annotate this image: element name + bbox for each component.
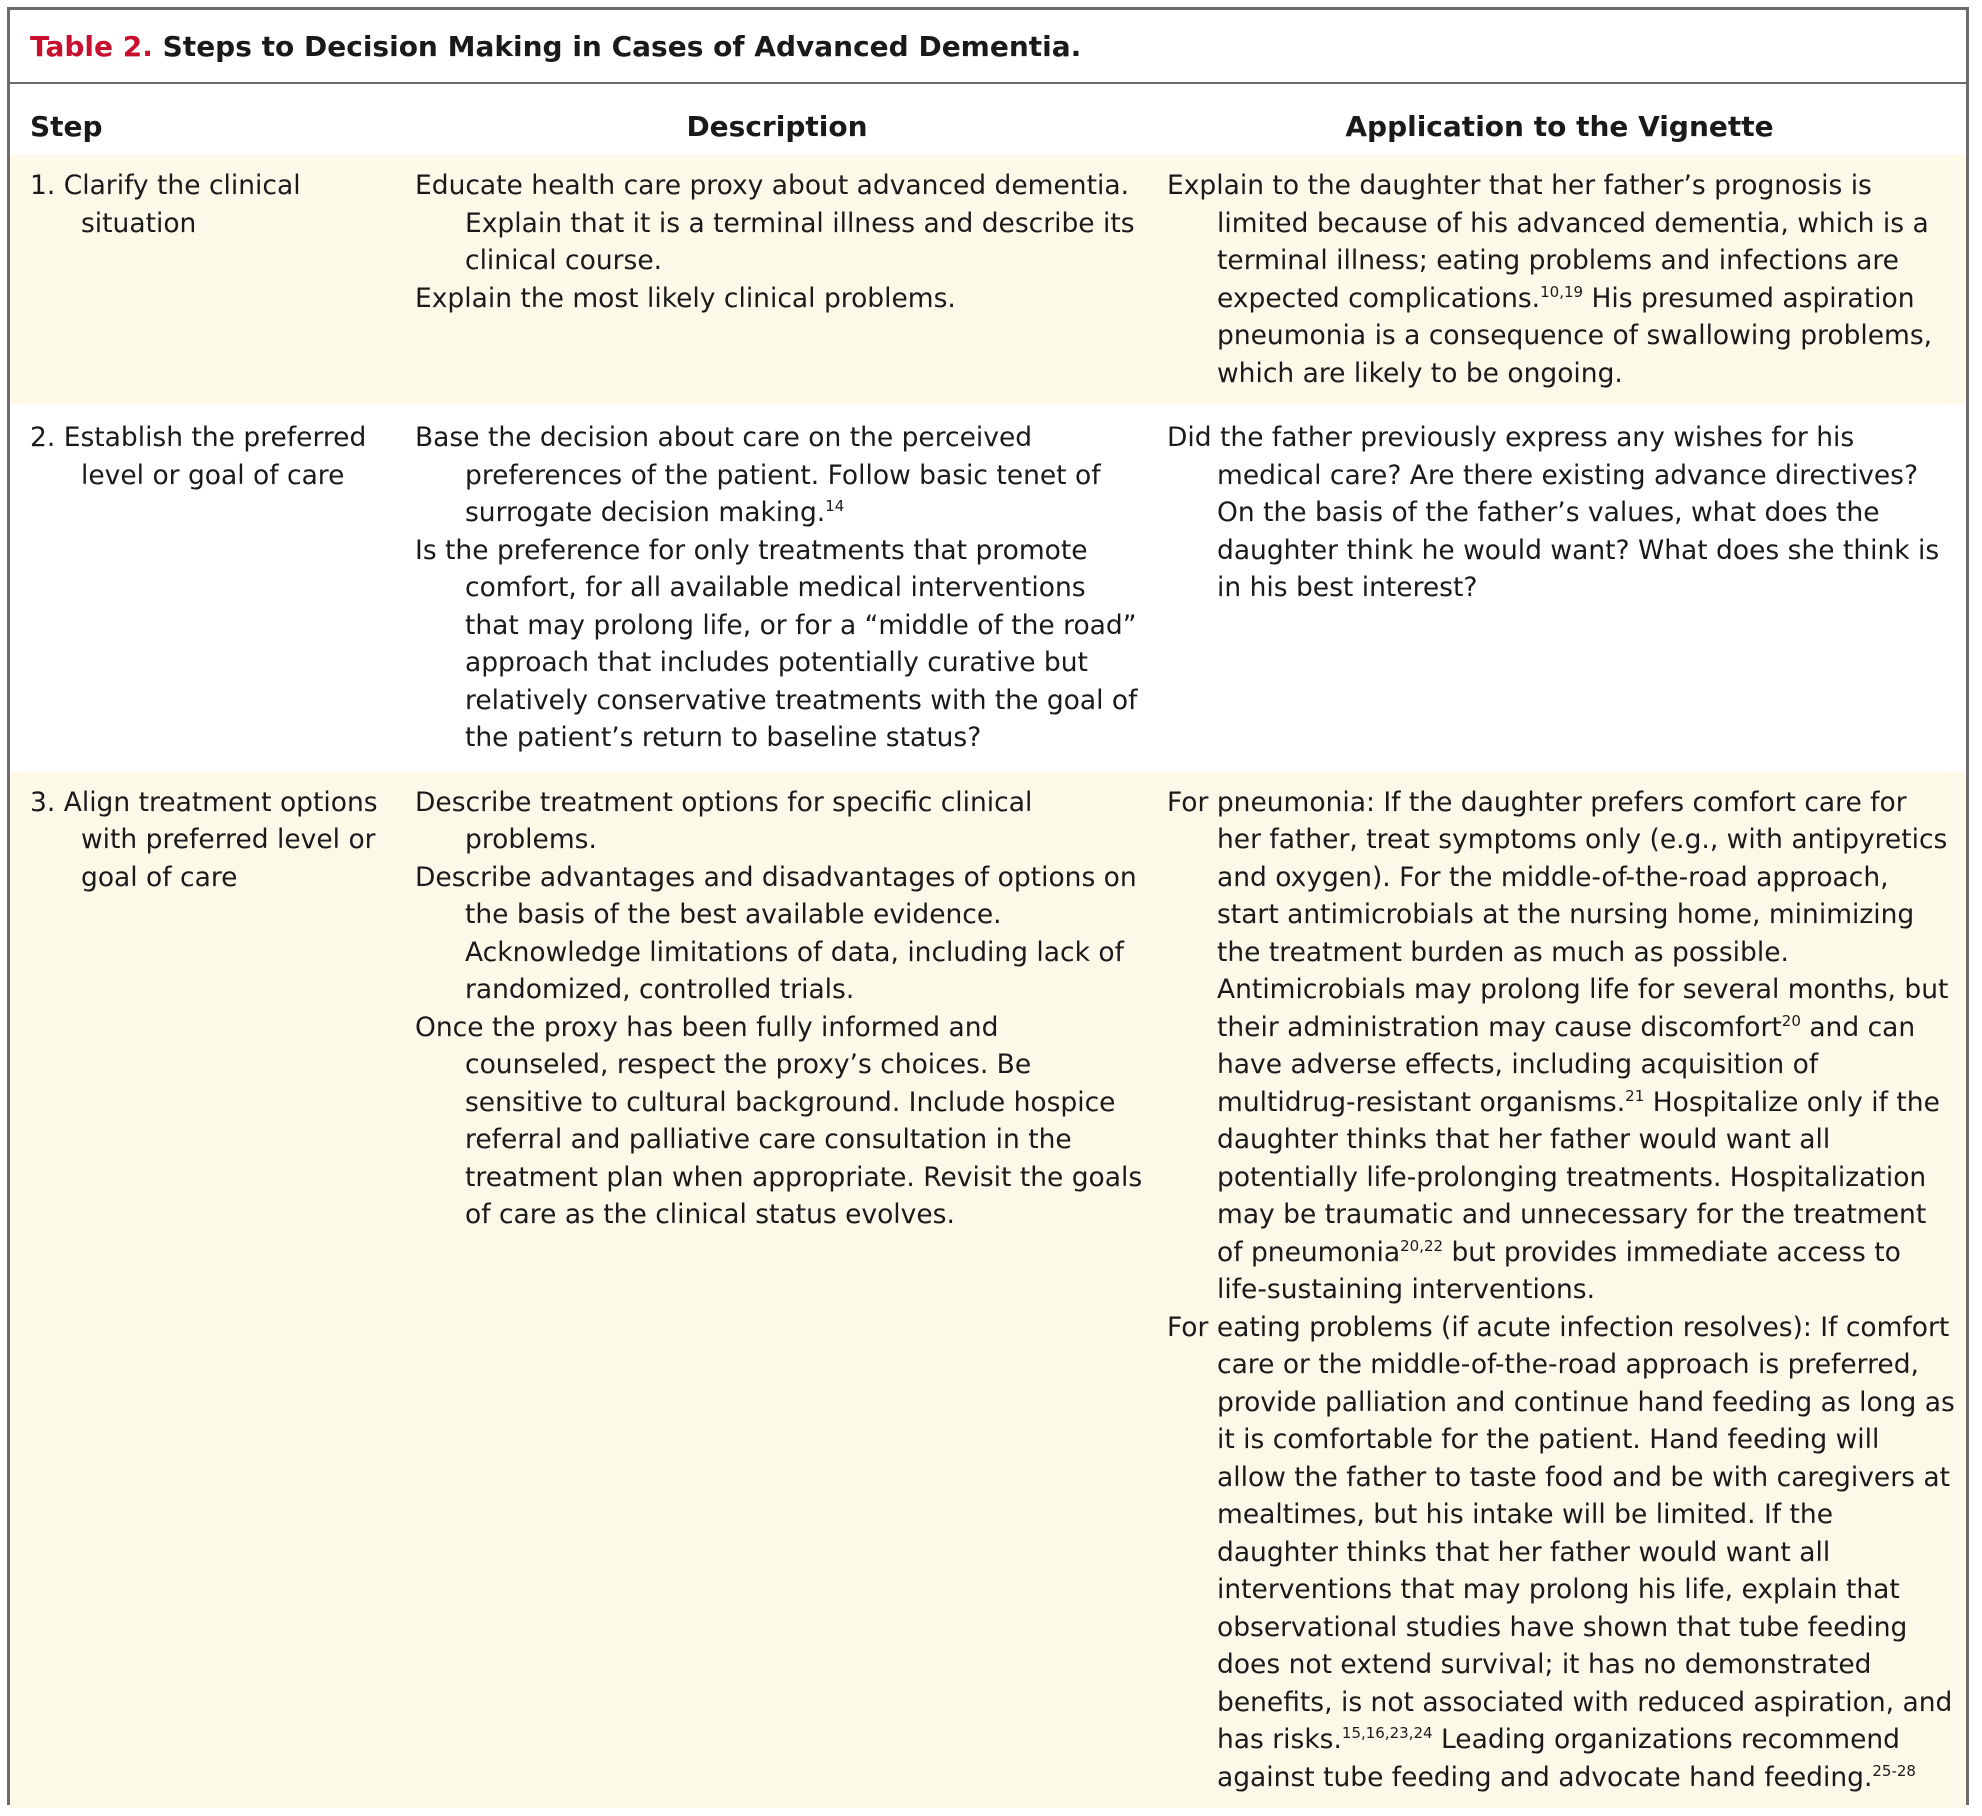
decision-table	[10, 84, 1966, 1808]
step-text: 3. Align treatment options with preferred level or goal of care	[30, 786, 378, 893]
column-header-step: Step	[30, 110, 103, 143]
description-item: Once the proxy has been fully informed and counseled, respect the proxy’s choices. Be sensitive to cultural background. Include hospice referral and palliative care consultation in the treatment plan when appropriate. Revisit the goals of care as the clinical status evolves.	[415, 1011, 1143, 1230]
table-row	[10, 406, 1966, 771]
step-text: 1. Clarify the clinical situation	[30, 170, 301, 239]
column-header-application: Application to the Vignette	[1345, 110, 1774, 143]
application-text: His presumed aspiration pneumonia is a consequence of swallowing problems, which are likely to be ongoing.	[1217, 282, 1933, 389]
description-cell	[401, 770, 1153, 1808]
table-row	[10, 155, 1966, 406]
citation-ref: 20,22	[1400, 1236, 1444, 1255]
application-cell	[1153, 155, 1966, 406]
citation-ref: 21	[1625, 1086, 1645, 1105]
step-cell	[10, 770, 401, 1808]
description-item: Is the preference for only treatments that promote comfort, for all available medical interventions that may prolong life, or for a “middle of the road” approach that includes potentially curative but relatively conservative treatments with the goal of the patient’s return to baseline status?	[415, 534, 1138, 753]
table-row	[10, 770, 1966, 1808]
table-number: Table 2.	[30, 30, 153, 63]
application-cell	[1153, 770, 1966, 1808]
application-text: Explain to the daughter that her father’s prognosis is limited because of his advanced dementia, which is a terminal illness; eating problems and infections are expected complications.	[1167, 170, 1929, 314]
description-item	[415, 419, 1143, 532]
application-text: and can have adverse effects, including acquisition of multidrug-resistant organisms.	[1217, 1011, 1916, 1118]
citation-ref: 10,19	[1540, 282, 1584, 301]
application-text: For eating problems (if acute infection resolves): If comfort care or the middle-of-the-road approach is preferred, provide palliation and continue hand feeding as long as it is comfortable for the patient. Hand feeding will allow the father to taste food and be with caregivers at mealtimes, but his intake will be limited. If the daughter thinks that her father would want all interventions that may prolong his life, explain that observational studies have shown that tube feeding does not extend survival; it has no demonstrated benefits, is not associated with reduced aspiration, and has risks.	[1167, 1311, 1955, 1755]
citation-ref: 15,16,23,24	[1341, 1724, 1433, 1743]
step-cell	[10, 155, 401, 406]
application-text: For pneumonia: If the daughter prefers comfort care for her father, treat symptoms only (e.g., with antipyretics and oxygen). For the middle-of-the-road approach, start antimicrobials at the nursing home, minimizing the treatment burden as much as possible. Antimicrobials may prolong life for several months, but their administration may cause discomfort	[1167, 786, 1949, 1043]
application-item: Did the father previously express any wishes for his medical care? Are there existing advance directives? On the basis of the father’s values, what does the daughter think he would want? What does she think is in his best interest?	[1167, 422, 1940, 603]
application-item	[1167, 167, 1956, 392]
description-item: Describe treatment options for specific clinical problems.	[415, 786, 1033, 855]
application-text: Leading organizations recommend against tube feeding and advocate hand feeding.	[1217, 1724, 1901, 1793]
citation-ref: 20	[1781, 1011, 1801, 1030]
citation-ref: 14	[825, 497, 845, 516]
description-item: Educate health care proxy about advanced dementia. Explain that it is a terminal illness and describe its clinical course.	[415, 170, 1135, 276]
application-cell	[1153, 406, 1966, 771]
description-item: Describe advantages and disadvantages of options on the basis of the best available evidence. Acknowledge limitations of data, including lack of randomized, controlled trials.	[415, 861, 1137, 1005]
header-row	[10, 84, 1966, 155]
column-header-description: Description	[686, 110, 868, 143]
application-text: but provides immediate access to life-sustaining interventions.	[1217, 1236, 1901, 1305]
application-text: Hospitalize only if the daughter thinks that her father would want all potentially life-prolonging treatments. Hospitalization may be traumatic and unnecessary for the treatment of pneumonia	[1217, 1086, 1940, 1268]
table-title: Steps to Decision Making in Cases of Advanced Dementia.	[162, 30, 1082, 63]
description-item: Explain the most likely clinical problems.	[415, 282, 956, 314]
description-cell	[401, 406, 1153, 771]
step-cell	[10, 406, 401, 771]
description-text: Base the decision about care on the perceived preferences of the patient. Follow basic tenet of surrogate decision making.	[415, 422, 1101, 528]
application-item	[1167, 1309, 1956, 1797]
application-item	[1167, 784, 1956, 1309]
description-cell	[401, 155, 1153, 406]
citation-ref: 25-28	[1872, 1761, 1916, 1780]
table-caption	[10, 10, 1966, 84]
table-frame	[7, 7, 1969, 1805]
step-text: 2. Establish the preferred level or goal of care	[30, 422, 367, 491]
